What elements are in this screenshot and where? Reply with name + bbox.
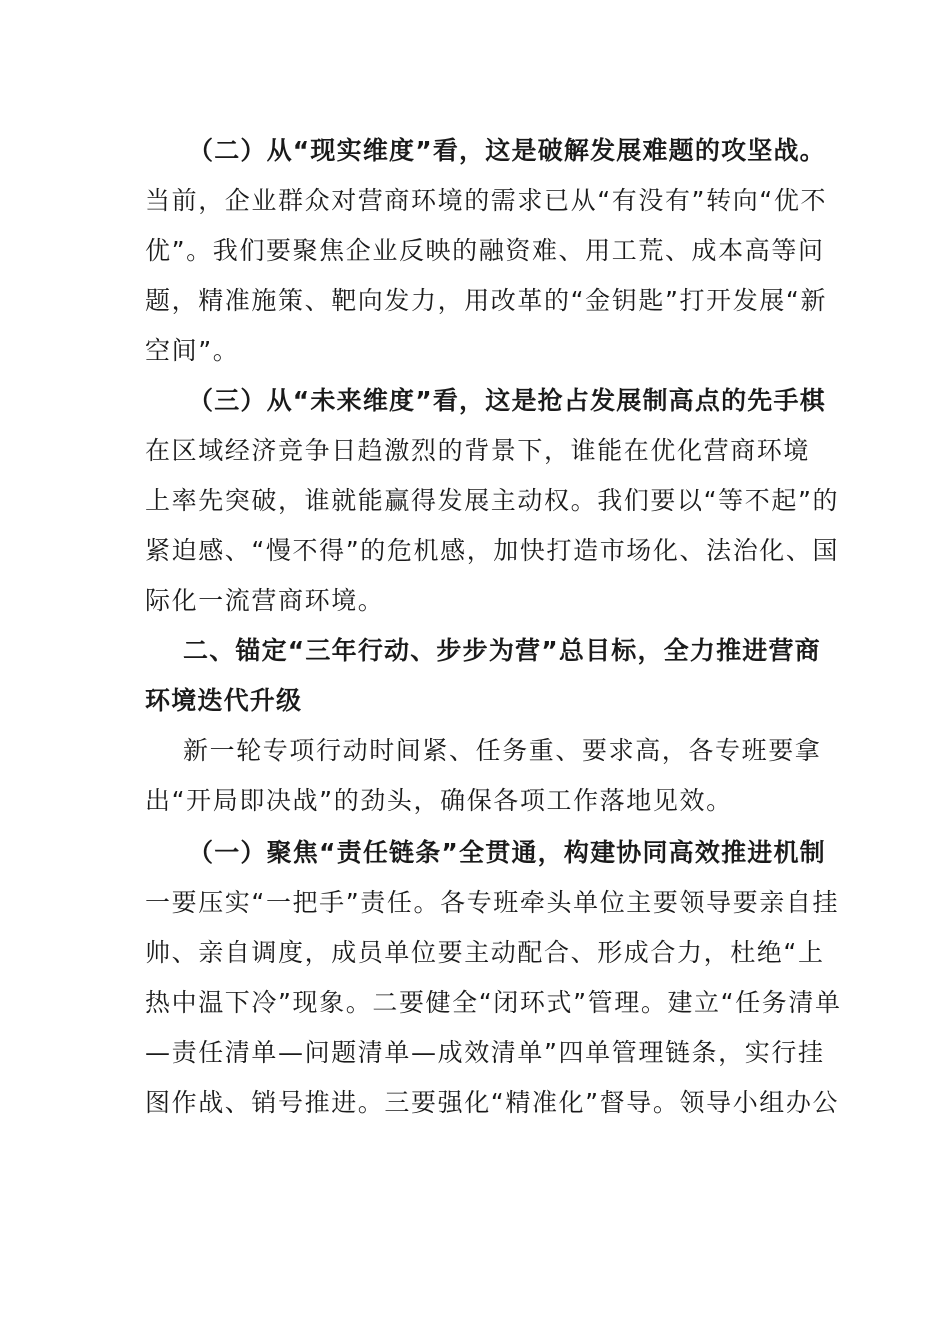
body-text-line: 紧迫感、“慢不得”的危机感，加快打造市场化、法治化、国: [145, 536, 840, 565]
body-text-line: 当前，企业群众对营商环境的需求已从“有没有”转向“优不: [145, 186, 828, 215]
subheading-future-dimension: （三）从“未来维度”看，这是抢占发展制高点的先手棋: [188, 386, 826, 415]
body-text-line: 帅、亲自调度，成员单位要主动配合、形成合力，杜绝“上: [145, 938, 825, 967]
body-text-line: 上率先突破，谁就能赢得发展主动权。我们要以“等不起”的: [145, 486, 840, 515]
body-text-line: 空间”。: [145, 336, 240, 365]
subheading-responsibility-chain: （一）聚焦“责任链条”全贯通，构建协同高效推进机制: [188, 838, 826, 867]
body-text-line: 题，精准施策、靶向发力，用改革的“金钥匙”打开发展“新: [145, 286, 828, 315]
body-text-line: 出“开局即决战”的劲头，确保各项工作落地见效。: [145, 786, 733, 815]
body-text-line: 新一轮专项行动时间紧、任务重、要求高，各专班要拿: [183, 736, 822, 765]
body-text-line: 图作战、销号推进。三要强化“精准化”督导。领导小组办公: [145, 1088, 840, 1117]
body-text-line: 热中温下冷”现象。二要健全“闭环式”管理。建立“任务清单: [145, 988, 842, 1017]
body-text-line: 际化一流营商环境。: [145, 586, 385, 615]
body-text-line: 一要压实“一把手”责任。各专班牵头单位主要领导要亲自挂: [145, 888, 840, 917]
section-heading-two: 二、锚定“三年行动、步步为营”总目标，全力推进营商: [183, 636, 821, 665]
body-text-line: 在区域经济竞争日趋激烈的背景下，谁能在优化营商环境: [145, 436, 811, 465]
section-heading-two-continued: 环境迭代升级: [145, 686, 303, 715]
subheading-reality-dimension: （二）从“现实维度”看，这是破解发展难题的攻坚战。: [188, 136, 826, 165]
body-text-line: 优”。我们要聚焦企业反映的融资难、用工荒、成本高等问: [145, 236, 825, 265]
body-text-line: —责任清单—问题清单—成效清单”四单管理链条，实行挂: [145, 1038, 825, 1067]
